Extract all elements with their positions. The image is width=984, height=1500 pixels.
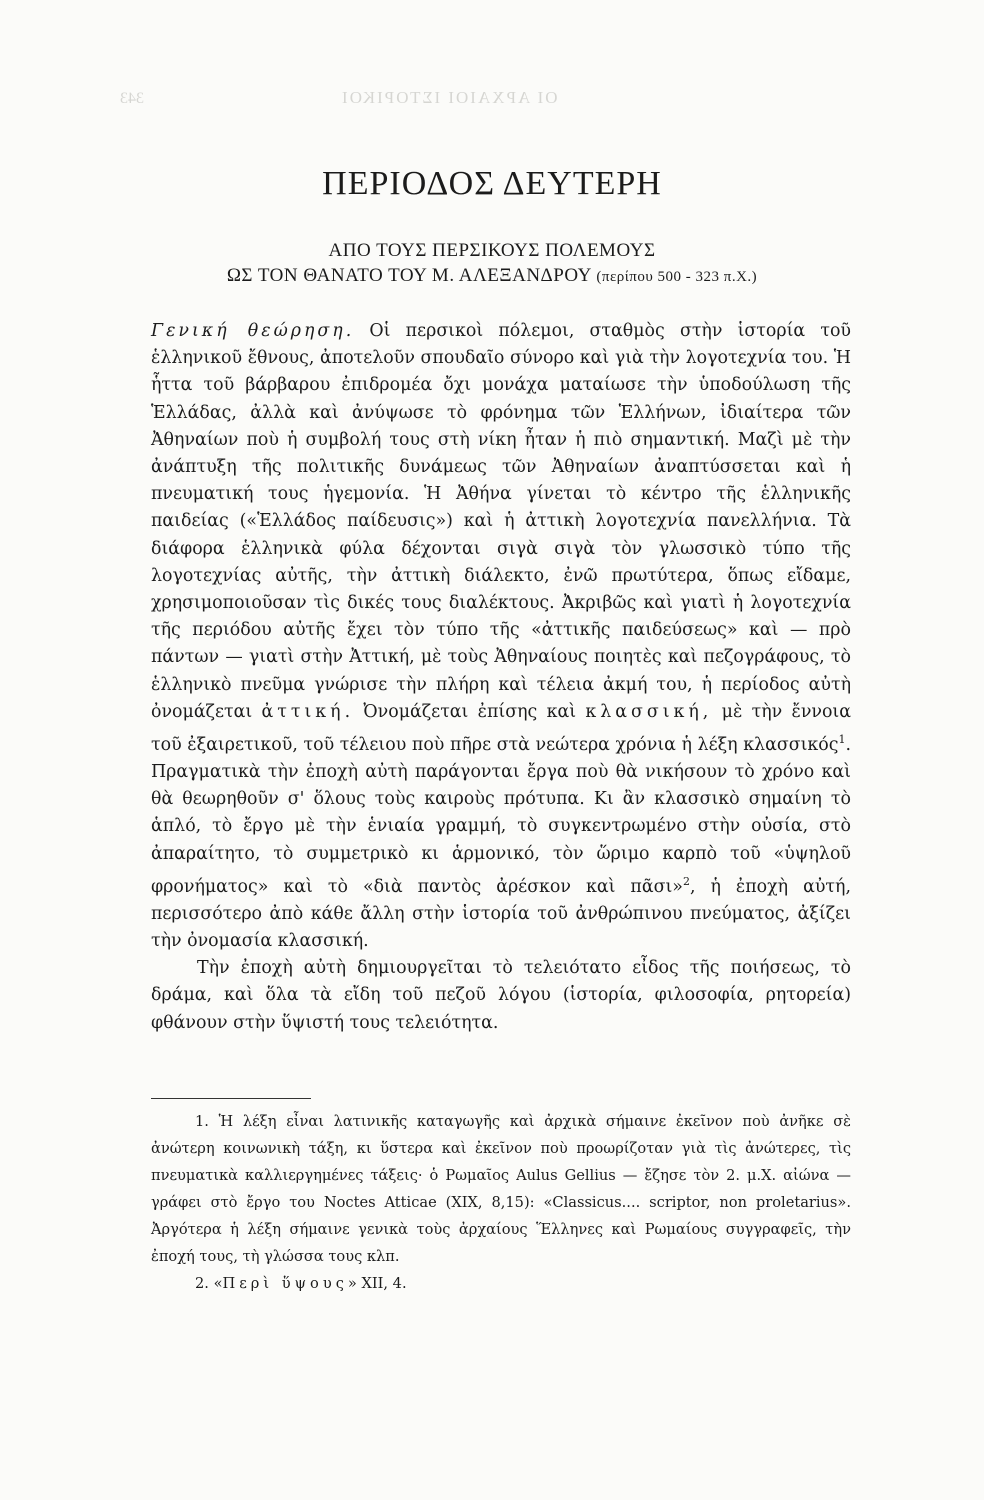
bleed-through-page-number: 343: [120, 90, 144, 107]
chapter-title: ΠΕΡΙΟΔΟΣ ΔΕΥΤΕΡΗ: [322, 164, 662, 202]
paragraph-1-part-e: , ἡ ἐποχὴ αὐτή, περισσότερο ἀπὸ κάθε ἄλλη στὴν ἱστορία τοῦ ἀνθρώπινου πνεύματος, ἀξίζει τὴν ὀνομασία κλασσική.: [151, 876, 851, 952]
subtitle-line-2: [0, 265, 984, 287]
term-klassiki: κλασσική,: [585, 701, 713, 722]
footnotes: [151, 1108, 851, 1297]
footnote-ref-2[interactable]: 2: [682, 874, 690, 888]
footnote-2-title: Περὶ ὕψους: [222, 1275, 348, 1292]
footnote-ref-1[interactable]: 1: [838, 733, 846, 747]
paragraph-1-part-d: . Πραγματικὰ τὴν ἐποχὴ αὐτὴ παράγονται ἔργα ποὺ θὰ νικήσουν τὸ χρόνο καὶ θὰ θεωρηθοῦν σ' ὅλους τοὺς καιροὺς πρότυπα. Κι ἂν κλασσικὸ σημαίνη τὸ ἁπλό, τὸ ἔργο μὲ τὴν ἑνιαία γραμμή, τὸ συγκεντρωμένο στὴν οὐσία, στὸ ἀπαραίτητο, τὸ συμμετρικὸ κι ἁρμονικό, τὸν ὥριμο καρπὸ τοῦ «ὑψηλοῦ φρονήματος» καὶ τὸ «διὰ παντὸς ἀρέσκον καὶ πᾶσι»: [151, 734, 851, 897]
bleed-through-header: ΟΙ ΑΡΧΑΙΟΙ ΙΣΤΟΡΙΚΟΙ: [340, 88, 558, 107]
paragraph-1-part-a: Οἱ περσικοὶ πόλεμοι, σταθμὸς στὴν ἱστορία τοῦ ἑλληνικοῦ ἔθνους, ἀποτελοῦν σπουδαῖο σύνορο καὶ γιὰ τὴν λογοτεχνία του. Ἡ ἧττα τοῦ βάρβαρου ἐπιδρομέα ὄχι μονάχα ματαίωσε τὴν ὑποδούλωση τῆς Ἑλλάδας, ἀλλὰ καὶ ἀνύψωσε τὸ φρόνημα τῶν Ἑλλήνων, ἰδιαίτερα τῶν Ἀθηναίων ποὺ ἡ συμβολή τους στὴ νίκη ἦταν ἡ πιὸ σημαντική. Μαζὶ μὲ τὴν ἀνάπτυξη τῆς πολιτικῆς δυνάμεως τῶν Ἀθηναίων ἀναπτύσσεται καὶ ἡ πνευματική τους ἡγεμονία. Ἡ Ἀθήνα γίνεται τὸ κέντρο τῆς ἑλληνικῆς παιδείας («Ἑλλάδος παίδευσις») καὶ ἡ ἀττικὴ λογοτεχνία πανελλήνια. Τὰ διάφορα ἑλληνικὰ φύλα δέχονται σιγὰ σιγὰ τὸν γλωσσικὸ τύπο τῆς λογοτεχνίας αὐτῆς, τὴν ἀττικὴ διάλεκτο, ἐνῶ πρωτύτερα, ὅπως εἴδαμε, χρησιμοποιοῦσαν τὶς δικές τους διαλέκτους. Ἀκριβῶς καὶ γιατὶ ἡ λογοτεχνία τῆς περιόδου αὐτῆς ἔχει τὸν τύπο τῆς «ἀττικῆς παιδεύσεως» καὶ — πρὸ πάντων — γιατὶ στὴν Ἀττική, μὲ τοὺς Ἀθηναίους ποιητὲς καὶ πεζογράφους, τὸ ἑλληνικὸ πνεῦμα γνώρισε τὴν πλήρη καὶ τέλεια ἀκμή του, ἡ περίοδος αὐτὴ ὀνομάζεται: [151, 321, 851, 722]
main-text: [151, 318, 851, 1037]
subtitle-dates: (περίπου 500 - 323 π.Χ.): [596, 269, 758, 285]
subtitle-line-2-text: ΩΣ ΤΟΝ ΘΑΝΑΤΟ ΤΟΥ Μ. ΑΛΕΞΑΝΔΡΟΥ: [226, 265, 592, 286]
paragraph-1-part-b: Ὀνομάζεται ἐπίσης καὶ: [354, 701, 586, 722]
term-attiki: ἀττική.: [261, 701, 355, 722]
section-lead: Γενική θεώρηση.: [151, 321, 355, 341]
footnote-2-rest: » XII, 4.: [347, 1275, 407, 1292]
footnote-divider: [151, 1098, 311, 1099]
footnote-1: [151, 1108, 851, 1270]
paragraph-1-part-c: μὲ τὴν ἔννοια τοῦ ἐξαιρετικοῦ, τοῦ τέλειου ποὺ πῆρε στὰ νεώτερα χρόνια ἡ λέξη κλασσικός: [151, 701, 851, 755]
paragraph-2: Τὴν ἐποχὴ αὐτὴ δημιουργεῖται τὸ τελειότατο εἶδος τῆς ποιήσεως, τὸ δράμα, καὶ ὅλα τὰ εἴδη τοῦ πεζοῦ λόγου (ἱστορία, φιλοσοφία, ρητορεία) φθάνουν στὴν ὕψιστή τους τελειότητα.: [151, 958, 851, 1033]
footnote-2-number: 2.: [195, 1275, 209, 1292]
paragraph-1: [151, 318, 851, 955]
footnote-2-quote-open: «: [208, 1275, 223, 1292]
subtitle-line-1: ΑΠΟ ΤΟΥΣ ΠΕΡΣΙΚΟΥΣ ΠΟΛΕΜΟΥΣ: [328, 240, 656, 261]
footnote-1-number: 1.: [195, 1113, 209, 1130]
footnote-1-text: Ἡ λέξη εἶναι λατινικῆς καταγωγῆς καὶ ἀρχικὰ σήμαινε ἐκεῖνον ποὺ ἀνῆκε σὲ ἀνώτερη κοινωνικὴ τάξη, κι ὕστερα καὶ ἐκεῖνον ποὺ προωρίζοταν γιὰ τὶς ἀνώτερες, τὶς πνευματικὰ καλλιεργημένες τάξεις· ὁ Ρωμαῖος Aulus Gellius — ἔζησε τὸν 2. μ.Χ. αἰώνα — γράφει στὸ ἔργο του Noctes Atticae (XIX, 8,15): «Classicus.... scriptor, non proletarius». Ἀργότερα ἡ λέξη σήμαινε γενικὰ τοὺς ἀρχαίους Ἕλληνες καὶ Ρωμαίους συγγραφεῖς, τὴν ἐποχή τους, τὴ γλώσσα τους κλπ.: [151, 1113, 851, 1265]
footnote-2: [151, 1270, 851, 1297]
